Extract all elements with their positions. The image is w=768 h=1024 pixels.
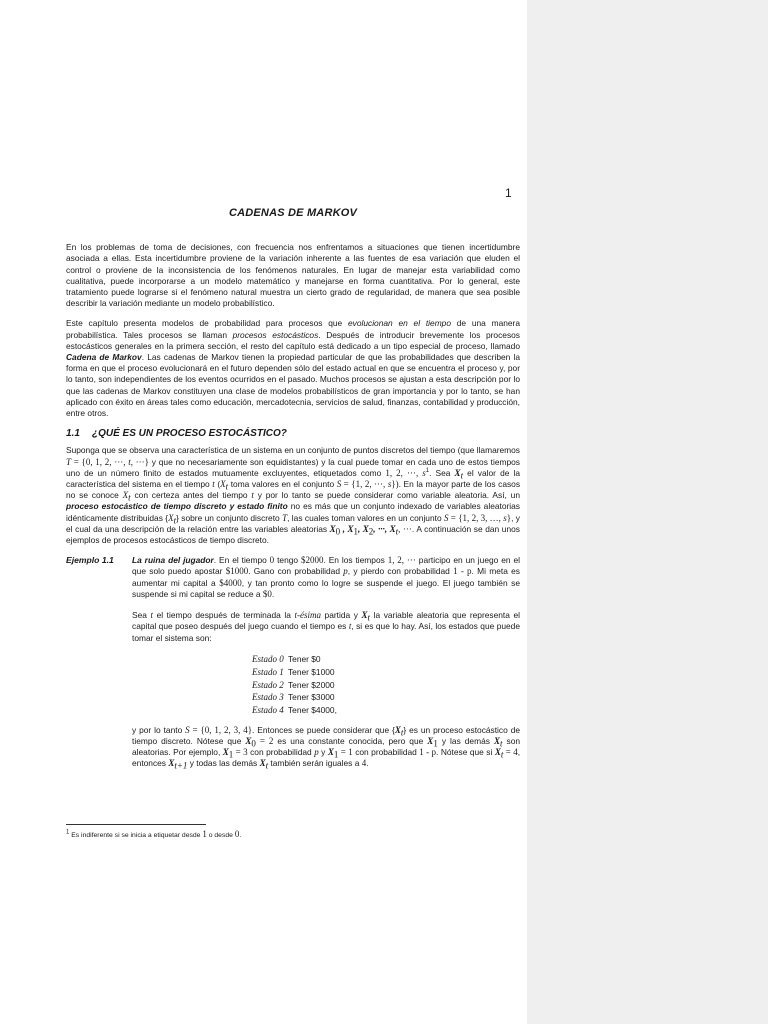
state-row: Estado 0 Tener $0 <box>252 654 321 665</box>
intro-paragraph-2: Este capítulo presenta modelos de probabilidad para procesos que evolucionan en el tiempo de una manera probabilística. Tales procesos se llaman procesos estocásticos. Después de introducir brevemente los procesos estocásticos generales en la primera sección, el resto del capítulo está dedicado a un tipo especial de proceso, llamado Cadena de Markov. Las cadenas de Markov tienen la propiedad particular de que las probabilidades que describen la forma en que el proceso evolucionará en el futuro dependen sólo del estado actual en que se encuentra el proceso y, por lo tanto, son independientes de los eventos ocurridos en el pasado. Muchos procesos se ajustan a esta descripción por lo que las cadenas de Markov constituyen una clase de modelos probabilísticos de gran importancia y por lo tanto, se han aplicado con éxito en áreas tales como educación, mercadotecnia, servicios de salud, finanzas, contabilidad y producción, entre otros. <box>66 318 520 419</box>
example-title: La ruina del jugador <box>132 555 214 566</box>
intro-paragraph-1: En los problemas de toma de decisiones, con frecuencia nos enfrentamos a situaciones que tienen incertidumbre asociada a ellas. Esta incertidumbre proviene de la variación inherente a las fuentes de esa variación que eluden el control o proviene de la inconsistencia de los fenómenos naturales. En lugar de manejar esta variabilidad como cualitativa, puede incorporarse a un modelo matemático y manejarse en forma cuantitativa. Por lo general, este tratamiento puede lograrse si el fenómeno natural muestra un cierto grado de regularidad, de manera que sea posible describir la variación mediante un modelo probabilístico. <box>66 242 520 309</box>
document-body <box>66 208 520 779</box>
state-row: Estado 1 Tener $1000 <box>252 666 335 677</box>
state-row: Estado 2 Tener $2000 <box>252 679 335 690</box>
example-paragraph-3: y por lo tanto S = {0, 1, 2, 3, 4}. Entonces se puede considerar que $\{X_t\}$ es un proceso estocástico de tiempo discreto. Nótese que $X_0 = 2$ es una constante conocida, pero que $X_1$ y las demás $X_t$ son aleatorias. Por ejemplo, $X_1 = 3$ con probabilidad p y $X_1 = 1$ con probabilidad 1 - p. Nótese que si $X_t = 4$, entonces $X_{t+1}$ y todas las demás $X_t$ también serán iguales a 4. <box>132 724 521 771</box>
comment-pane <box>527 0 768 1024</box>
example-block <box>66 555 520 779</box>
section-heading: 1.1 ¿QUÉ ES UN PROCESO ESTOCÁSTICO? <box>66 428 287 440</box>
page-number: 1 <box>505 186 512 200</box>
section-paragraph: Suponga que se observa una característica de un sistema en un conjunto de puntos discretos del tiempo (que llamaremos T = {0, 1, 2, ···, t, ···} y que no necesariamente son equidistantes) y la cual puede tomar en cada uno de estos tiempos uno de un número finito de estados mutuamente excluyentes, etiquetados como 1, 2, ···, $s^1$. Sea $X_t$ el valor de la característica del sistema en el tiempo t ($X_t$ toma valores en el conjunto S = {1, 2, ···, s}). En la mayor parte de los casos no se conoce $X_t$ con certeza antes del tiempo t y por lo tanto se puede considerar como variable aleatoria. Así, un proceso estocástico de tiempo discreto y estado finito no es más que un conjunto indexado de variables aleatorias idénticamente distribuidas $\{X_t\}$ sobre un conjunto discreto T, las cuales toman valores en un conjunto S = {1, 2, 3, …, s}, y el cual da una descripción de la relación entre las variables aleatorias $X_0$ , $X_1$, $X_2$, ···, $X_t$, ···. A continuación se dan unos ejemplos de procesos estocásticos de tiempo discreto. <box>66 445 521 546</box>
example-paragraph-1: La ruina del jugador. En el tiempo 0 tengo $2000. En los tiempos 1, 2, ··· participo en un juego en el que solo puedo apostar $1000. Gano con probabilidad p, y pierdo con probabilidad 1 - p. Mi meta es aumentar mi capital a $4000, y tan pronto como lo logre se suspende el juego. El juego también se suspende si mi capital se reduce a $0. <box>132 555 520 599</box>
example-body <box>132 555 520 779</box>
footnote-ref: 1 <box>425 468 430 475</box>
state-row: Estado 4 Tener $4000, <box>252 704 337 715</box>
footnote: $^1$ Es indiferente si se inicia a etiquetar desde 1 o desde 0. <box>66 829 242 839</box>
document-title: CADENAS DE MARKOV <box>228 207 358 219</box>
states-list <box>252 654 520 717</box>
example-label: Ejemplo 1.1 <box>66 555 114 566</box>
state-row: Estado 3 Tener $3000 <box>252 692 335 703</box>
footnote-divider <box>66 824 206 825</box>
example-paragraph-2: Sea t el tiempo después de terminada la t-ésima partida y $X_t$ la variable aleatoria que representa el capital que poseo después del juego cuando el tiempo es t, si es que lo hay. Así, los estados que puede tomar el sistema son: <box>132 610 520 643</box>
